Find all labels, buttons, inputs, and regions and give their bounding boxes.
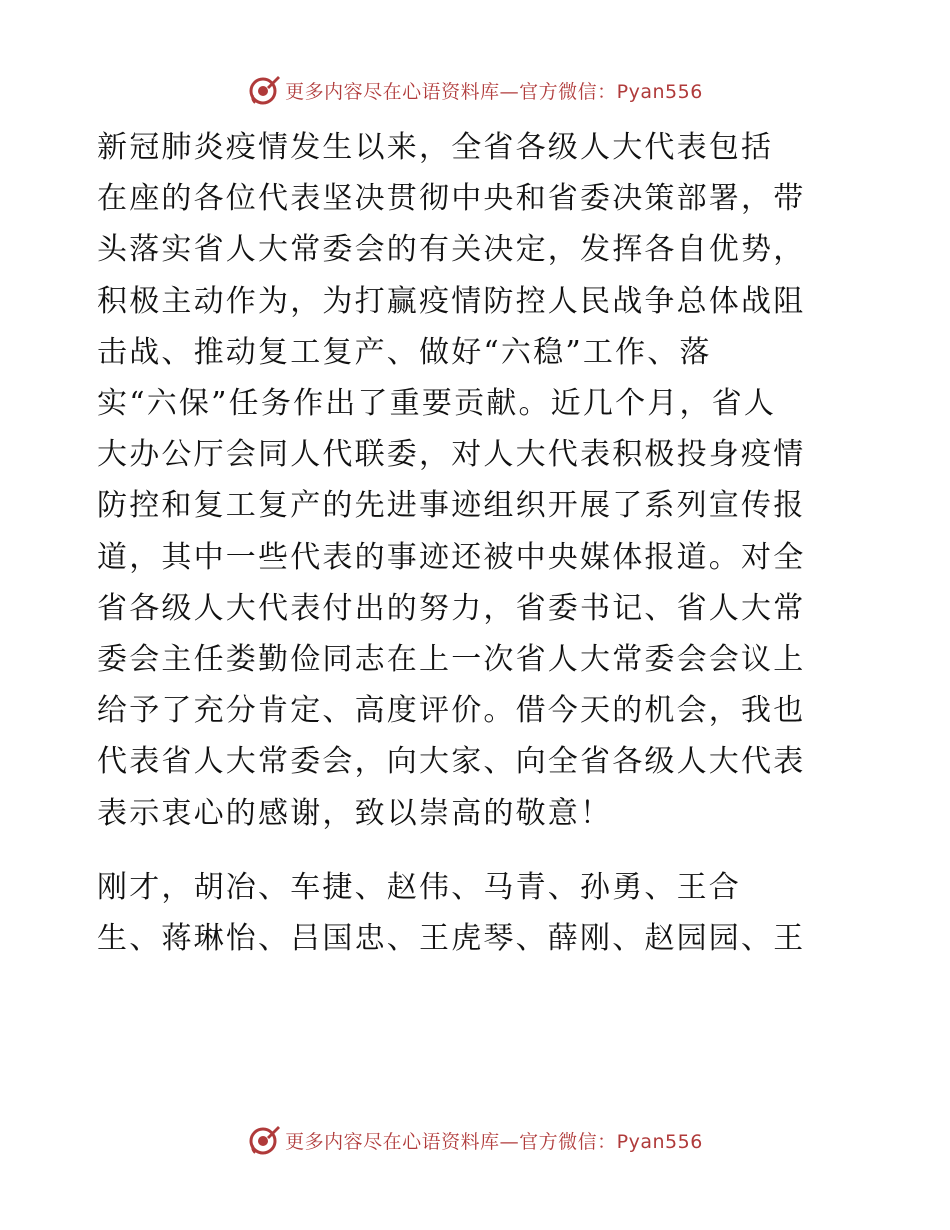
watermark-text: 更多内容尽在心语资料库—官方微信：Pyan556	[285, 1130, 703, 1153]
text-line: 新冠肺炎疫情发生以来，全省各级人大代表包括	[97, 130, 774, 165]
pen-logo-icon	[247, 73, 281, 107]
text-line: 委会主任娄勤俭同志在上一次省人大常委会会议上	[97, 642, 806, 678]
paragraph-1	[97, 122, 857, 839]
text-line: 大办公厅会同人代联委，对人大代表积极投身疫情	[97, 437, 806, 473]
text-line: 击战、推动复工复产、做好“六稳”工作、落	[97, 334, 712, 370]
text-line: 代表省人大常委会，向大家、向全省各级人大代表	[97, 744, 806, 780]
watermark-footer	[0, 1120, 950, 1160]
text-line: 表示衷心的感谢，致以崇高的敬意！	[97, 795, 613, 831]
text-line: 省各级人大代表付出的努力，省委书记、省人大常	[97, 590, 806, 626]
text-line: 给予了充分肯定、高度评价。借今天的机会，我也	[97, 693, 806, 729]
text-line: 生、蒋琳怡、吕国忠、王虎琴、薛刚、赵园园、王	[97, 921, 806, 957]
paragraph-2	[97, 862, 857, 964]
text-line: 积极主动作为，为打赢疫情防控人民战争总体战阻	[97, 283, 806, 319]
watermark-header	[0, 70, 950, 110]
text-line: 防控和复工复产的先进事迹组织开展了系列宣传报	[97, 488, 806, 524]
text-line: 道，其中一些代表的事迹还被中央媒体报道。对全	[97, 539, 806, 575]
text-line: 在座的各位代表坚决贯彻中央和省委决策部署，带	[97, 181, 806, 217]
text-line: 头落实省人大常委会的有关决定，发挥各自优势，	[97, 232, 806, 268]
document-body	[97, 122, 857, 964]
watermark-text: 更多内容尽在心语资料库—官方微信：Pyan556	[285, 80, 703, 103]
text-line: 实“六保”任务作出了重要贡献。近几个月，省人	[97, 386, 777, 422]
text-line: 刚才，胡冶、车捷、赵伟、马青、孙勇、王合	[97, 869, 741, 905]
pen-logo-icon	[247, 1123, 281, 1157]
